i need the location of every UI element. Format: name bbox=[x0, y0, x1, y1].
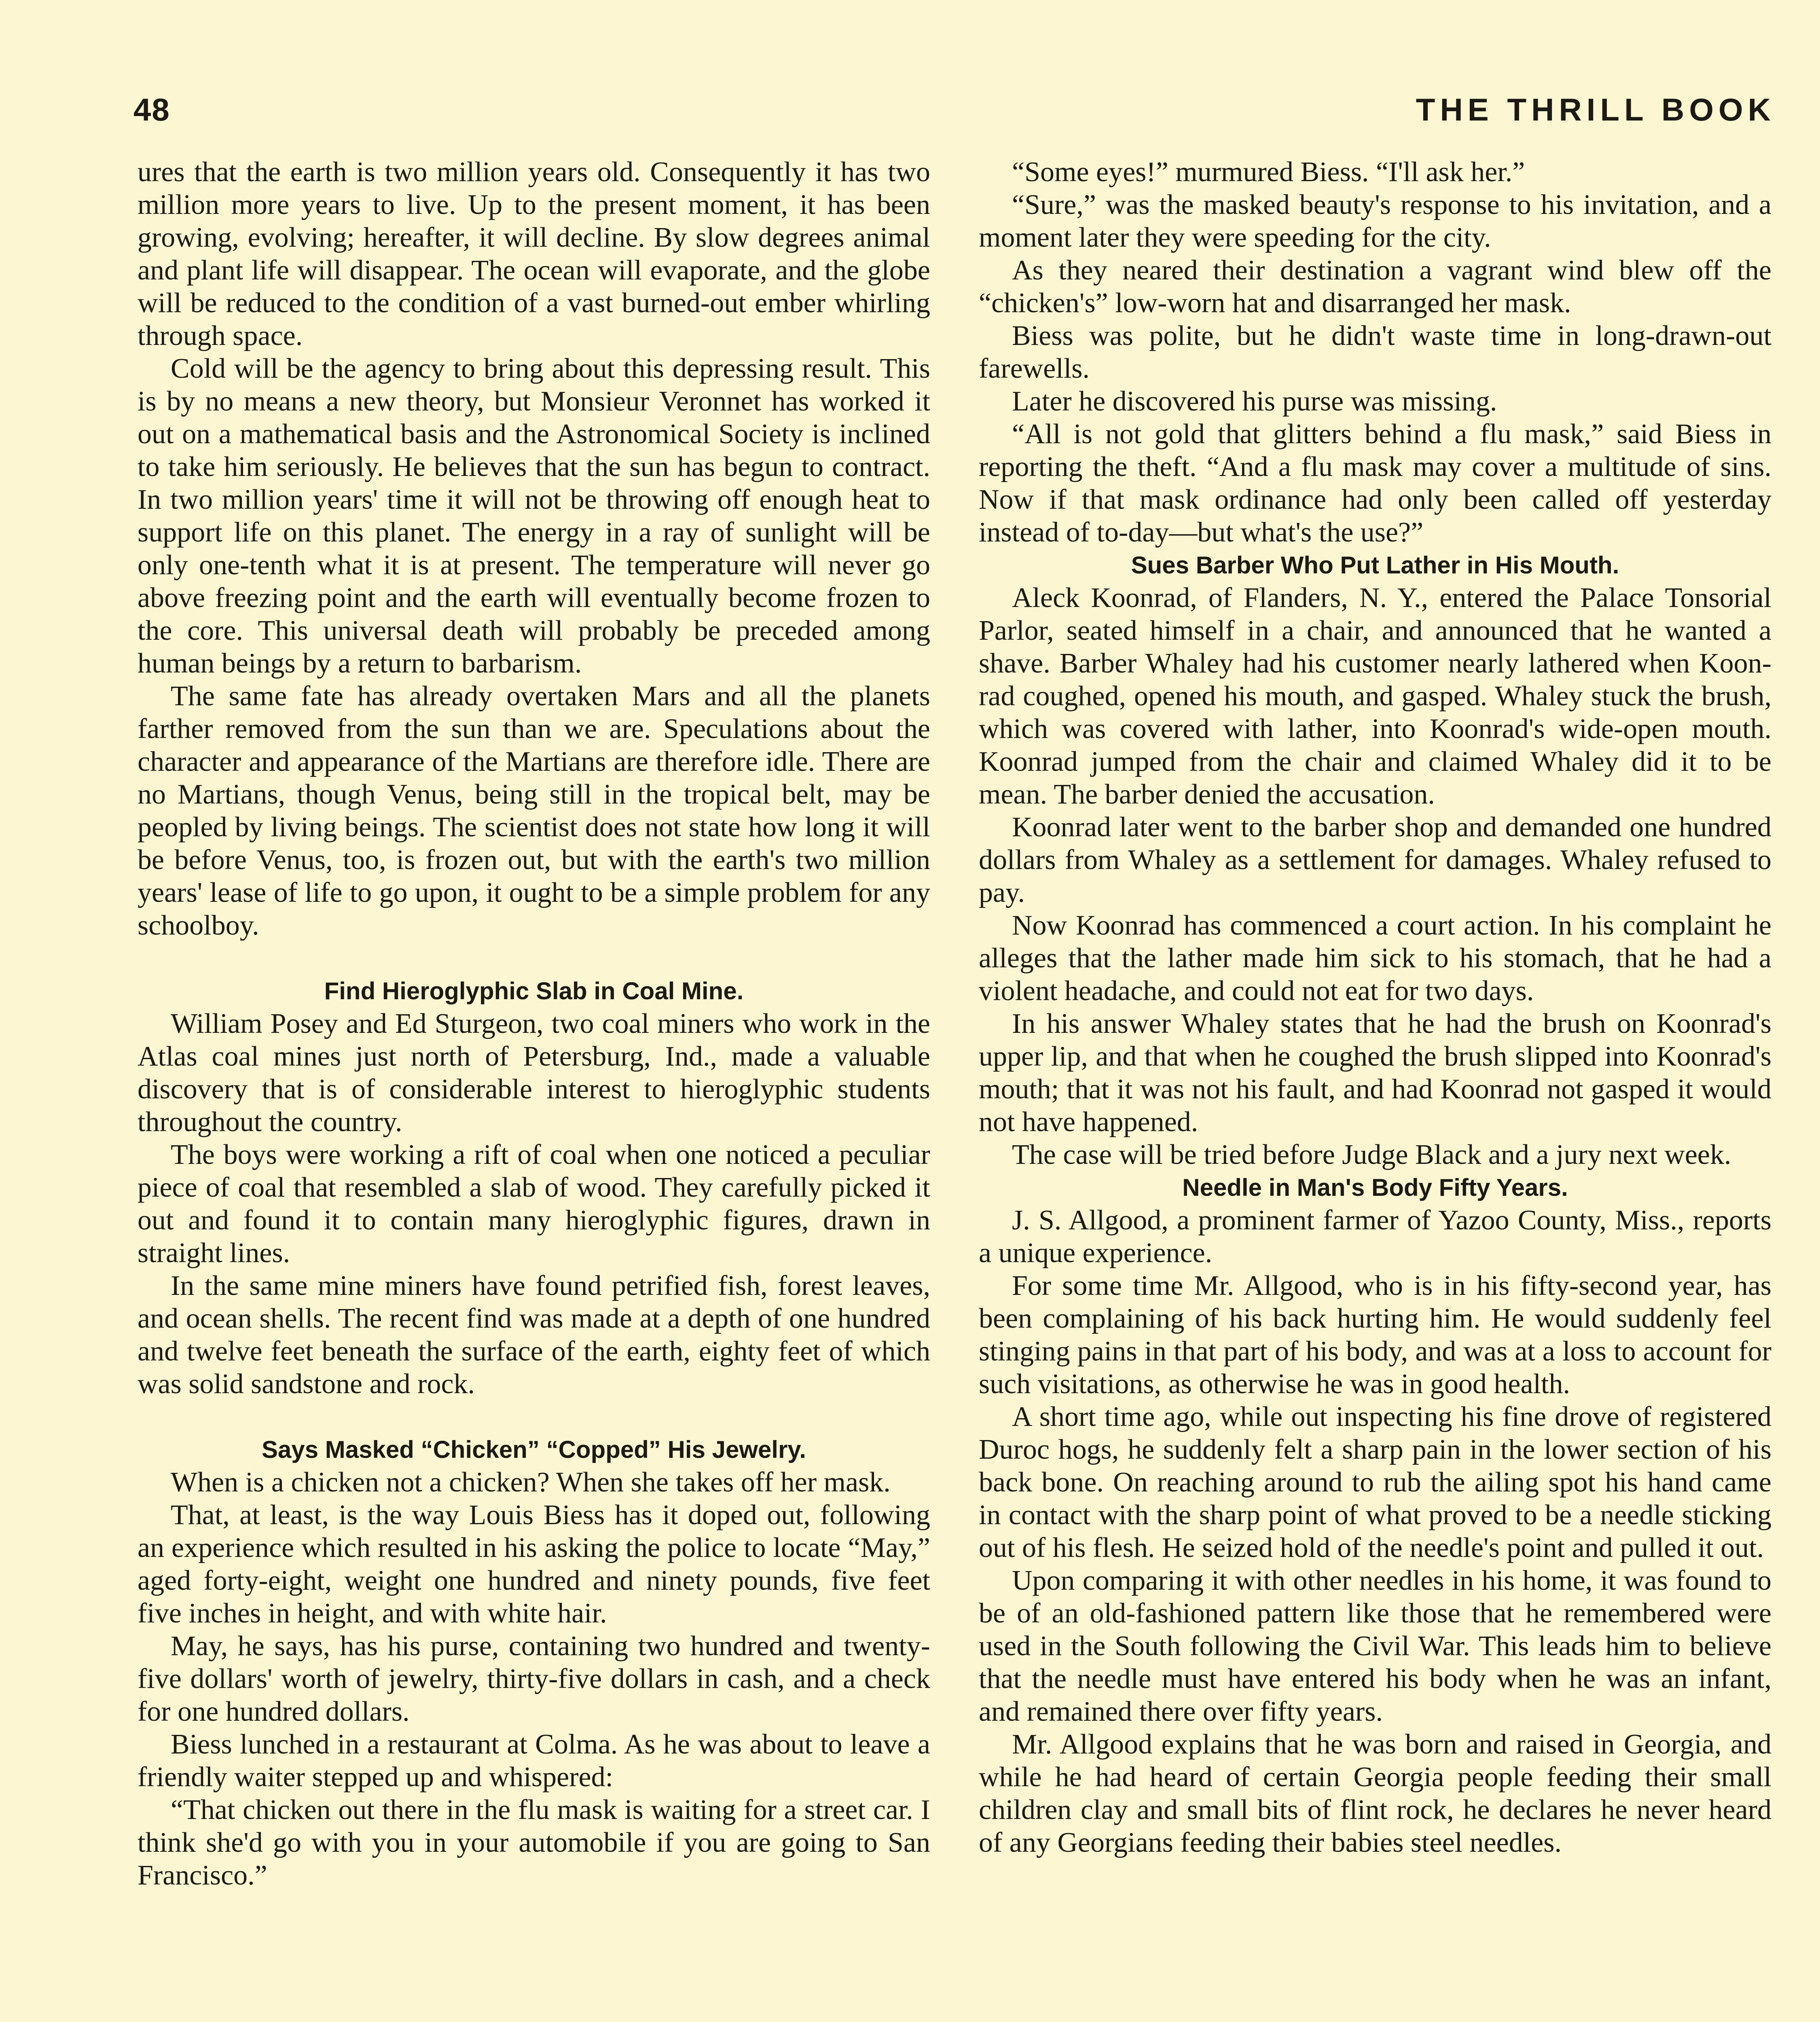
paragraph: The same fate has already overtaken Mars and all the planets farther removed from the sun than we are. Speculations about the character and appearance of the Martians are therefore idle. There are no Martians, though Venus, being still in the tropical belt, may be peopled by living beings. The scientist does not state how long it will be before Venus, too, is frozen out, but with the earth's two million years' lease of life to go upon, it ought to be a simple problem for any schoolboy. bbox=[138, 681, 930, 941]
paragraph: That, at least, is the way Louis Biess has it doped out, following an experience which resulted in his asking the police to locate “May,” aged forty-eight, weight one hundred and ninety pounds, five feet five inches in height, and with white hair. bbox=[138, 1500, 930, 1629]
right-column bbox=[979, 156, 1771, 1859]
article-heading-needle: Needle in Man's Body Fifty Years. bbox=[1182, 1174, 1568, 1201]
paragraph: Now Koonrad has commenced a court action. In his complaint he alleges that the lather made him sick to his stomach, that he had a violent headache, and could not eat for two days. bbox=[979, 910, 1771, 1007]
paragraph: Mr. Allgood explains that he was born and raised in Georgia, and while he had heard of certain Georgia people feeding their small children clay and small bits of flint rock, he declares he never heard of any Georgians feeding their babies steel needles. bbox=[979, 1729, 1771, 1858]
paragraph: ures that the earth is two million years old. Consequently it has two million more years to live. Up to the present moment, it has been growing, evolving; hereafter, it will decline. By slow degrees animal and plant life will disappear. The ocean will evaporate, and the globe will be reduced to the condition of a vast burned-out ember whirling through space. bbox=[138, 157, 930, 351]
paragraph: “Some eyes!” murmured Biess. “I'll ask her.” bbox=[1012, 157, 1525, 188]
paragraph: Biess lunched in a restaurant at Colma. As he was about to leave a friendly waiter stepped up and whispered: bbox=[138, 1729, 930, 1793]
paragraph: Cold will be the agency to bring about this depressing result. This is by no means a new theory, but Monsieur Veronnet has worked it out on a mathematical basis and the Astronomical Society is inclined to take him seriously. He believes that the sun has begun to contract. In two million years' time it will not be throwing off enough heat to support life on this planet. The energy in a ray of sunlight will be only one-tenth what it is at present. The temperature will never go above freezing point and the earth will eventually become frozen to the core. This universal death will probably be preceded among human beings by a return to barbarism. bbox=[138, 353, 930, 679]
paragraph: Upon comparing it with other needles in his home, it was found to be of an old-fashioned pattern like those that he remembered were used in the South following the Civil War. This leads him to believe that the needle must have entered his body when he was an infant, and remained there over fifty years. bbox=[979, 1565, 1771, 1727]
paragraph: The boys were working a rift of coal when one noticed a peculiar piece of coal that resembled a slab of wood. They carefully picked it out and found it to contain many hieroglyphic figures, drawn in straight lines. bbox=[138, 1139, 930, 1269]
paragraph: For some time Mr. Allgood, who is in his fifty-second year, has been complaining of his back hurting him. He would suddenly feel stinging pains in that part of his body, and was at a loss to account for such visitations, as otherwise he was in good health. bbox=[979, 1270, 1771, 1400]
paragraph: Koonrad later went to the barber shop and demanded one hundred dollars from Whaley as a settlement for damages. Whaley refused to pay. bbox=[979, 812, 1771, 908]
article-heading-barber-lather: Sues Barber Who Put Lather in His Mouth. bbox=[1131, 552, 1619, 579]
paragraph: In his answer Whaley states that he had the brush on Koonrad's upper lip, and that when he coughed the brush slipped into Koonrad's mouth; that it was not his fault, and had Koonrad not gasped it would not have happened. bbox=[979, 1008, 1771, 1138]
paragraph: When is a chicken not a chicken? When she takes off her mask. bbox=[171, 1467, 891, 1498]
paragraph: Biess was polite, but he didn't waste time in long-drawn-out farewells. bbox=[979, 320, 1771, 384]
paragraph: “That chicken out there in the flu mask is waiting for a street car. I think she'd go with you in your automobile if you are going to San Francisco.” bbox=[138, 1794, 930, 1891]
paragraph: Later he discovered his purse was missing. bbox=[1012, 386, 1497, 417]
page-number: 48 bbox=[133, 92, 170, 127]
paragraph: J. S. Allgood, a prominent farmer of Yazoo County, Miss., reports a unique experience. bbox=[979, 1205, 1771, 1269]
page-header bbox=[133, 91, 1776, 140]
paragraph: As they neared their destination a vagrant wind blew off the “chicken's” low-worn hat and disarranged her mask. bbox=[979, 255, 1771, 319]
paragraph: In the same mine miners have found petrified fish, forest leaves, and ocean shells. The recent find was made at a depth of one hundred and twelve feet beneath the surface of the earth, eighty feet of which was solid sandstone and rock. bbox=[138, 1270, 930, 1400]
paragraph: May, he says, has his purse, containing two hundred and twenty-five dollars' worth of jewelry, thirty-five dollars in cash, and a check for one hundred dollars. bbox=[138, 1631, 930, 1727]
paragraph: A short time ago, while out inspecting his fine drove of registered Duroc hogs, he suddenly felt a sharp pain in the lower section of his back bone. On reaching around to rub the ailing spot his hand came in contact with the sharp point of what proved to be a needle sticking out of his flesh. He seized hold of the needle's point and pulled it out. bbox=[979, 1401, 1771, 1563]
paragraph: “All is not gold that glitters behind a flu mask,” said Biess in reporting the theft. “And a flu mask may cover a multitude of sins. Now if that mask ordinance had only been called off yesterday instead of to-day—but what's the use?” bbox=[979, 419, 1771, 548]
paragraph: “Sure,” was the masked beauty's response to his invitation, and a moment later they were speeding for the city. bbox=[979, 189, 1771, 253]
left-column bbox=[138, 156, 930, 1892]
paragraph: Aleck Koonrad, of Flanders, N. Y., entered the Palace Tonsorial Parlor, seated himself in a chair, and announced that he wanted a shave. Barber Whaley had his customer nearly lathered when Koonrad coughed, opened his mouth, and gasped. Whaley stuck the brush, which was covered with lather, into Koonrad's wide-open mouth. Koonrad jumped from the chair and claimed Whaley did it to be mean. The barber denied the accusation. bbox=[979, 582, 1771, 810]
article-heading-masked-chicken: Says Masked “Chicken” “Copped” His Jewelry. bbox=[261, 1436, 806, 1463]
paragraph: The case will be tried before Judge Black and a jury next week. bbox=[1012, 1139, 1731, 1170]
article-heading-hieroglyphic-slab: Find Hieroglyphic Slab in Coal Mine. bbox=[324, 977, 744, 1005]
paragraph: William Posey and Ed Sturgeon, two coal miners who work in the Atlas coal mines just north of Petersburg, Ind., made a valuable discovery that is of considerable interest to hieroglyphic students throughout the country. bbox=[138, 1008, 930, 1138]
running-title: THE THRILL BOOK bbox=[1416, 92, 1776, 127]
